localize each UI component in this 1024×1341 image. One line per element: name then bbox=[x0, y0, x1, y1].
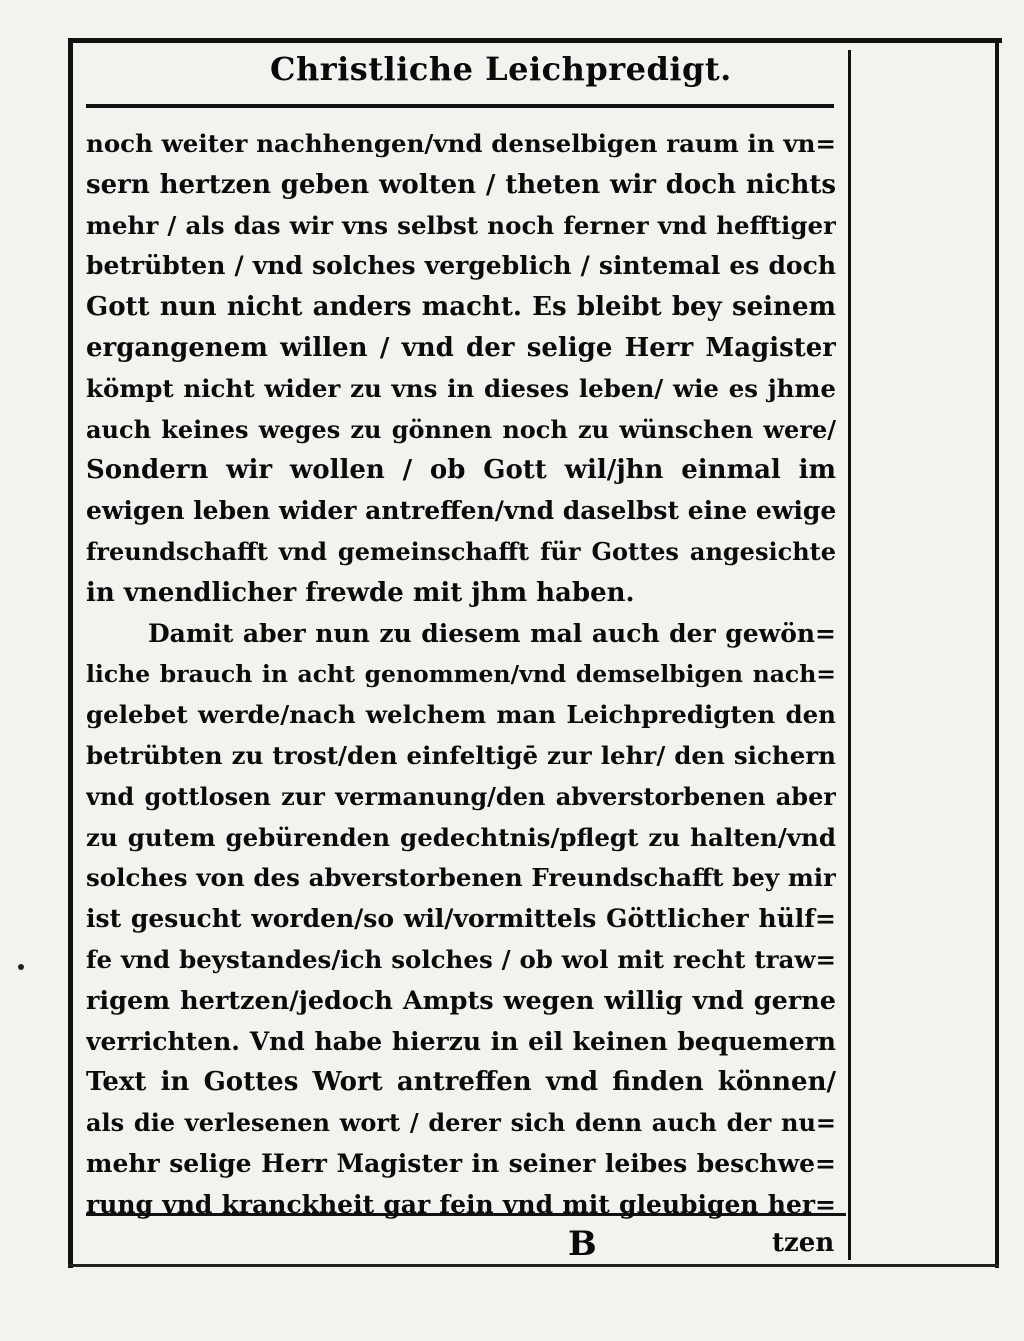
text-line: mehr selige Herr Magister in seiner leibes beschwe= bbox=[86, 1148, 836, 1178]
text-line: fe vnd beystandes/ich solches / ob wol mit recht traw= bbox=[86, 944, 836, 974]
text-line: Gott nun nicht anders macht. Es bleibt bey seinem bbox=[86, 292, 836, 323]
text-line: Text in Gottes Wort antreffen vnd finden können/ bbox=[86, 1067, 836, 1098]
catchword: tzen bbox=[772, 1228, 835, 1258]
text-line: kömpt nicht wider zu vns in dieses leben/ wie es jhme bbox=[86, 373, 836, 403]
text-line: freundschafft vnd gemeinschafft für Gottes angesichte bbox=[86, 536, 836, 566]
text-line: vnd gottlosen zur vermanung/den abverstorbenen aber bbox=[86, 781, 836, 811]
text-line: in vnendlicher frewde mit jhm haben. bbox=[86, 577, 635, 608]
text-line: sern hertzen geben wolten / theten wir doch nichts bbox=[86, 169, 836, 200]
signature-mark: B bbox=[568, 1224, 597, 1264]
text-line: rung vnd kranckheit gar fein vnd mit gleubigen her= bbox=[86, 1189, 836, 1219]
body-text bbox=[86, 124, 836, 1226]
text-line: als die verlesenen wort / derer sich denn auch der nu= bbox=[86, 1108, 836, 1138]
text-line: liche brauch in acht genommen/vnd demselbigen nach= bbox=[86, 660, 836, 689]
frame-bottom-rule bbox=[68, 1264, 999, 1267]
header-rule bbox=[86, 104, 834, 108]
text-line: verrichten. Vnd habe hierzu in eil keinen bequemern bbox=[86, 1026, 836, 1056]
text-line: gelebet werde/nach welchem man Leichpredigten den bbox=[86, 700, 836, 730]
text-line: rigem hertzen/jedoch Ampts wegen willig vnd gerne bbox=[86, 985, 836, 1016]
text-line: auch keines weges zu gönnen noch zu wünschen were/ bbox=[86, 414, 836, 444]
frame-right-rule bbox=[995, 38, 999, 1268]
text-line: betrübten / vnd solches vergeblich / sintemal es doch bbox=[86, 251, 836, 281]
inner-right-rule bbox=[848, 50, 851, 1260]
text-line: ergangenem willen / vnd der selige Herr Magister bbox=[86, 332, 836, 363]
frame-left-rule bbox=[68, 38, 73, 1268]
text-line: noch weiter nachhengen/vnd denselbigen raum in vn= bbox=[86, 129, 836, 158]
text-line: Damit aber nun zu diesem mal auch der gewön= bbox=[148, 618, 836, 648]
running-head: Christliche Leichpredigt. bbox=[270, 50, 732, 88]
text-line: zu gutem gebürenden gedechtnis/pflegt zu halten/vnd bbox=[86, 822, 836, 852]
text-line: ist gesucht worden/so wil/vormittels Göttlicher hülf= bbox=[86, 904, 836, 934]
frame-top-rule bbox=[68, 38, 1002, 43]
text-line: ewigen leben wider antreffen/vnd daselbst eine ewige bbox=[86, 496, 836, 526]
text-line: mehr / als das wir vns selbst noch ferner vnd hefftiger bbox=[86, 210, 836, 240]
text-line: betrübten zu trost/den einfeltigē zur lehr/ den sichern bbox=[86, 740, 836, 770]
ink-speck bbox=[18, 964, 24, 970]
text-line: Sondern wir wollen / ob Gott wil/jhn einmal im bbox=[86, 455, 836, 486]
text-line: solches von des abverstorbenen Freundschafft bey mir bbox=[86, 863, 836, 893]
